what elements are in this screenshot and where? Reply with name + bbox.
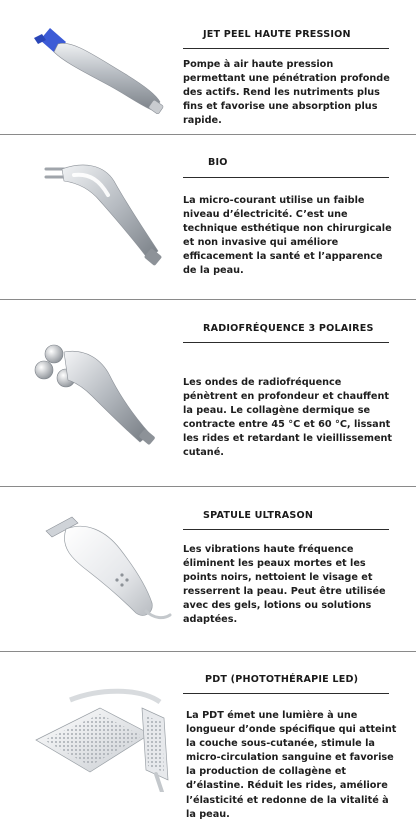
section-spatule-ultrason bbox=[0, 487, 416, 651]
section-pdt-led bbox=[0, 652, 416, 832]
section-description: Pompe à air haute pression permettant une pénétration profonde des actifs. Rend les nutriments plus fins et favorise une absorption plus rapide. bbox=[183, 59, 390, 127]
section-description: La PDT émet une lumière à une longueur d’onde spécifique qui atteint la couche sous-cutanée, stimule la micro-circulation sanguine et favorise la production de collagène et d’élastine. Réduit les rides, améliore l’élasticité et redonne de la vitalité à la peau. bbox=[186, 710, 397, 820]
led-pdt-panel-icon bbox=[30, 688, 178, 792]
section-title: SPATULE ULTRASON bbox=[203, 510, 314, 521]
title-underline bbox=[183, 529, 389, 530]
title-underline bbox=[183, 177, 389, 178]
title-underline bbox=[183, 342, 389, 343]
section-title: PDT (PHOTOTHÉRAPIE LED) bbox=[205, 674, 359, 685]
section-jet-peel bbox=[0, 0, 416, 134]
jet-peel-handpiece-icon bbox=[32, 10, 182, 122]
section-description: La micro-courant utilise un faible niveau d’électricité. C’est une technique esthétique non chirurgicale et non invasive qui améliore efficacement la santé et l’apparence de la peau. bbox=[183, 195, 392, 277]
section-radiofrequence bbox=[0, 300, 416, 486]
section-title: RADIOFRÉQUENCE 3 POLAIRES bbox=[203, 323, 374, 334]
section-title: BIO bbox=[208, 157, 228, 168]
bio-microcurrent-handpiece-icon bbox=[34, 155, 174, 275]
section-description: Les vibrations haute fréquence éliminent les peaux mortes et les points noirs, nettoient le visage et resserrent la peau. Peut être utilisée avec des gels, lotions ou solutions adaptées. bbox=[183, 544, 386, 626]
section-description: Les ondes de radiofréquence pénètrent en profondeur et chauffent la peau. Le collagène dermique se contracte entre 45 °C et 60 °C, lissant les rides et retardant le vieillissement cutané. bbox=[183, 377, 393, 459]
section-bio bbox=[0, 135, 416, 299]
title-underline bbox=[183, 48, 389, 49]
rf-tripolar-handpiece-icon bbox=[30, 330, 170, 450]
ultrasonic-spatula-icon bbox=[36, 507, 176, 627]
title-underline bbox=[183, 693, 389, 694]
section-title: JET PEEL HAUTE PRESSION bbox=[203, 29, 351, 40]
